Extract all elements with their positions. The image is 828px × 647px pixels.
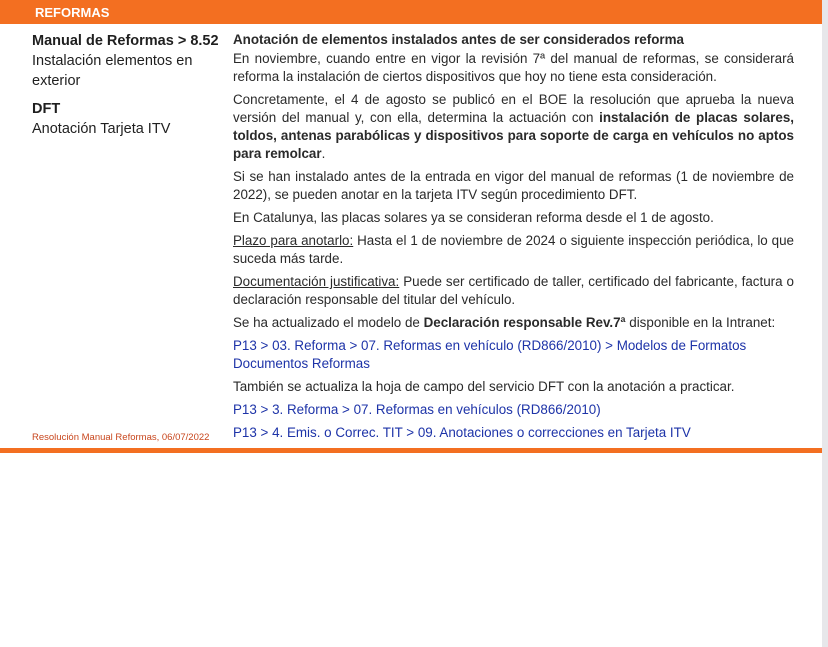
dft-subtitle: Anotación Tarjeta ITV — [32, 121, 171, 137]
paragraph-1: En noviembre, cuando entre en vigor la revisión 7ª del manual de reformas, se considerará reforma la instalación de ciertos dispositivos que hoy no tiene esta consideración. — [233, 51, 794, 84]
declaration-bold: Declaración responsable Rev.7ª — [423, 315, 626, 330]
paragraph-declaration: Se ha actualizado el modelo de Declaración responsable Rev.7ª disponible en la Intranet: — [233, 315, 776, 330]
section-header — [0, 0, 822, 24]
content-column — [233, 31, 794, 447]
intranet-link-reforms[interactable]: P13 > 3. Reforma > 07. Reformas en vehículos (RD866/2010) — [233, 402, 601, 417]
paragraph-4: En Catalunya, las placas solares ya se consideran reforma desde el 1 de agosto. — [233, 210, 714, 225]
footer-divider — [0, 448, 822, 453]
deadline-label: Plazo para anotarlo: — [233, 233, 354, 248]
page-edge — [822, 0, 828, 647]
paragraph-field-sheet: También se actualiza la hoja de campo del servicio DFT con la anotación a practicar. — [233, 379, 735, 394]
paragraph-documentation: Documentación justificativa: Puede ser certificado de taller, certificado del fabricante, factura o declaración responsable del titular del vehículo. — [233, 274, 794, 307]
paragraph-2: Concretamente, el 4 de agosto se publicó en el BOE la resolución que aprueba la nueva versión del manual y, con ella, determina la actuación con instalación de placas solares, toldos, antenas parabólicas y dispositivos para soporte de carga en vehículos no aptos para remolcar. — [233, 92, 794, 161]
left-column — [32, 31, 227, 139]
paragraph-deadline: Plazo para anotarlo: Hasta el 1 de noviembre de 2024 o siguiente inspección periódica, lo que suceda más tarde. — [233, 233, 794, 266]
footnote-reference: Resolución Manual Reformas, 06/07/2022 — [32, 432, 210, 443]
intranet-link-formats[interactable]: P13 > 03. Reforma > 07. Reformas en vehículo (RD866/2010) > Modelos de Formatos Documentos Reformas — [233, 338, 747, 371]
content-heading: Anotación de elementos instalados antes de ser considerados reforma — [233, 32, 684, 47]
manual-reference: Manual de Reformas > 8.52 — [32, 33, 219, 49]
documentation-label: Documentación justificativa: — [233, 274, 400, 289]
manual-subtitle: Instalación elementos en exterior — [32, 53, 193, 89]
bold-devices: instalación de placas solares, toldos, antenas parabólicas y dispositivos para soporte de carga en vehículos no aptos para remolcar — [233, 110, 794, 161]
intranet-link-tit[interactable]: P13 > 4. Emis. o Correc. TIT > 09. Anotaciones o correcciones en Tarjeta ITV — [233, 425, 691, 440]
section-title: REFORMAS — [35, 5, 110, 20]
paragraph-3: Si se han instalado antes de la entrada en vigor del manual de reformas (1 de noviembre de 2022), se pueden anotar en la tarjeta ITV según procedimiento DFT. — [233, 169, 794, 202]
dft-title: DFT — [32, 101, 61, 117]
